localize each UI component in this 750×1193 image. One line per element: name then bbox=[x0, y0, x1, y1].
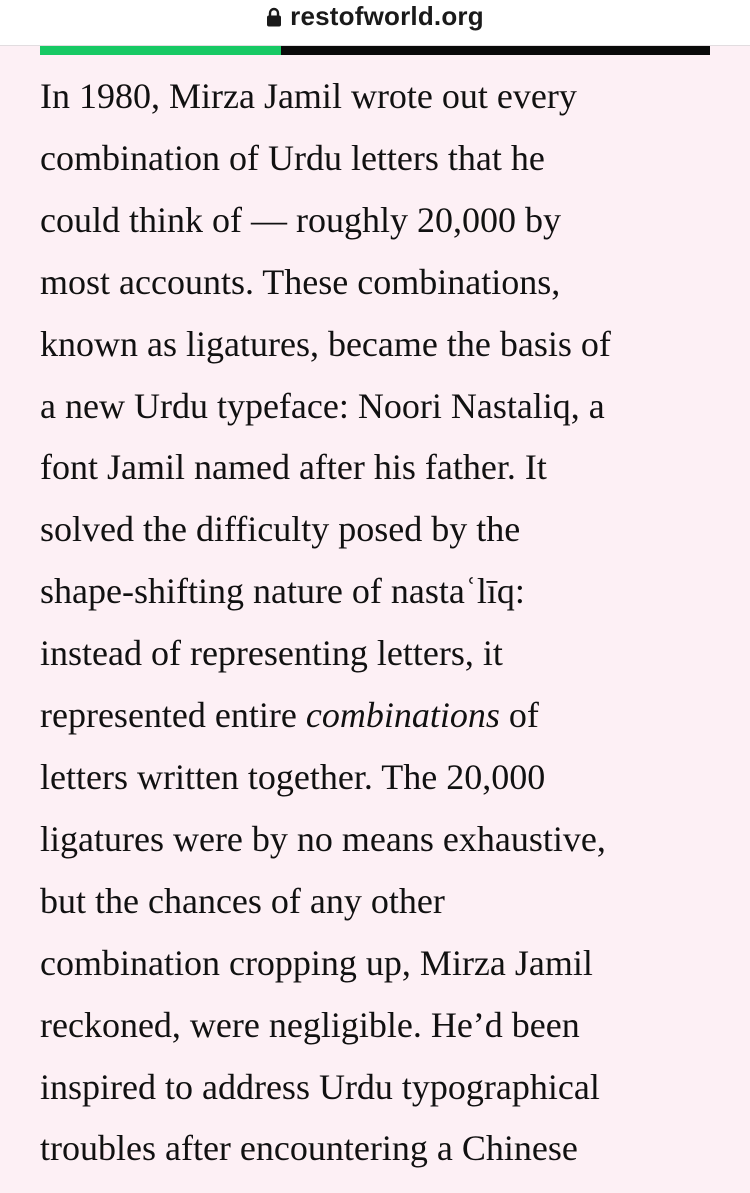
text-line: combination cropping up, Mirza Jamil bbox=[40, 942, 593, 983]
article-body bbox=[40, 66, 730, 1180]
reading-progress-fill bbox=[40, 46, 281, 55]
text-segment: represented entire bbox=[40, 695, 306, 736]
text-line: combination of Urdu letters that he bbox=[40, 137, 545, 178]
article-paragraph bbox=[40, 66, 730, 1180]
text-line: could think of — roughly 20,000 by bbox=[40, 199, 561, 240]
text-segment: of bbox=[499, 695, 539, 736]
reading-progress-bar bbox=[40, 46, 710, 55]
text-line: troubles after encountering a Chinese bbox=[40, 1128, 578, 1169]
text-line: but the chances of any other bbox=[40, 880, 445, 921]
url-text: restofworld.org bbox=[290, 1, 484, 31]
text-line: known as ligatures, became the basis of bbox=[40, 323, 611, 364]
text-line: font Jamil named after his father. It bbox=[40, 447, 547, 488]
text-line: ligatures were by no means exhaustive, bbox=[40, 818, 606, 859]
text-line: letters written together. The 20,000 bbox=[40, 756, 546, 797]
text-line: most accounts. These combinations, bbox=[40, 261, 561, 302]
text-line: inspired to address Urdu typographical bbox=[40, 1066, 600, 1107]
text-line: In 1980, Mirza Jamil wrote out every bbox=[40, 76, 577, 116]
text-line: shape-shifting nature of nastaʿlīq: bbox=[40, 571, 525, 612]
url-display[interactable] bbox=[266, 1, 484, 32]
text-line: instead of representing letters, it bbox=[40, 633, 503, 674]
text-line: solved the difficulty posed by the bbox=[40, 509, 521, 550]
emphasized-word: combinations bbox=[305, 695, 500, 736]
text-line: reckoned, were negligible. He’d been bbox=[40, 1004, 580, 1045]
text-line: a new Urdu typeface: Noori Nastaliq, a bbox=[40, 385, 605, 426]
text-line-with-emphasis bbox=[40, 685, 730, 747]
browser-address-bar[interactable] bbox=[0, 0, 750, 46]
lock-icon bbox=[266, 7, 282, 27]
